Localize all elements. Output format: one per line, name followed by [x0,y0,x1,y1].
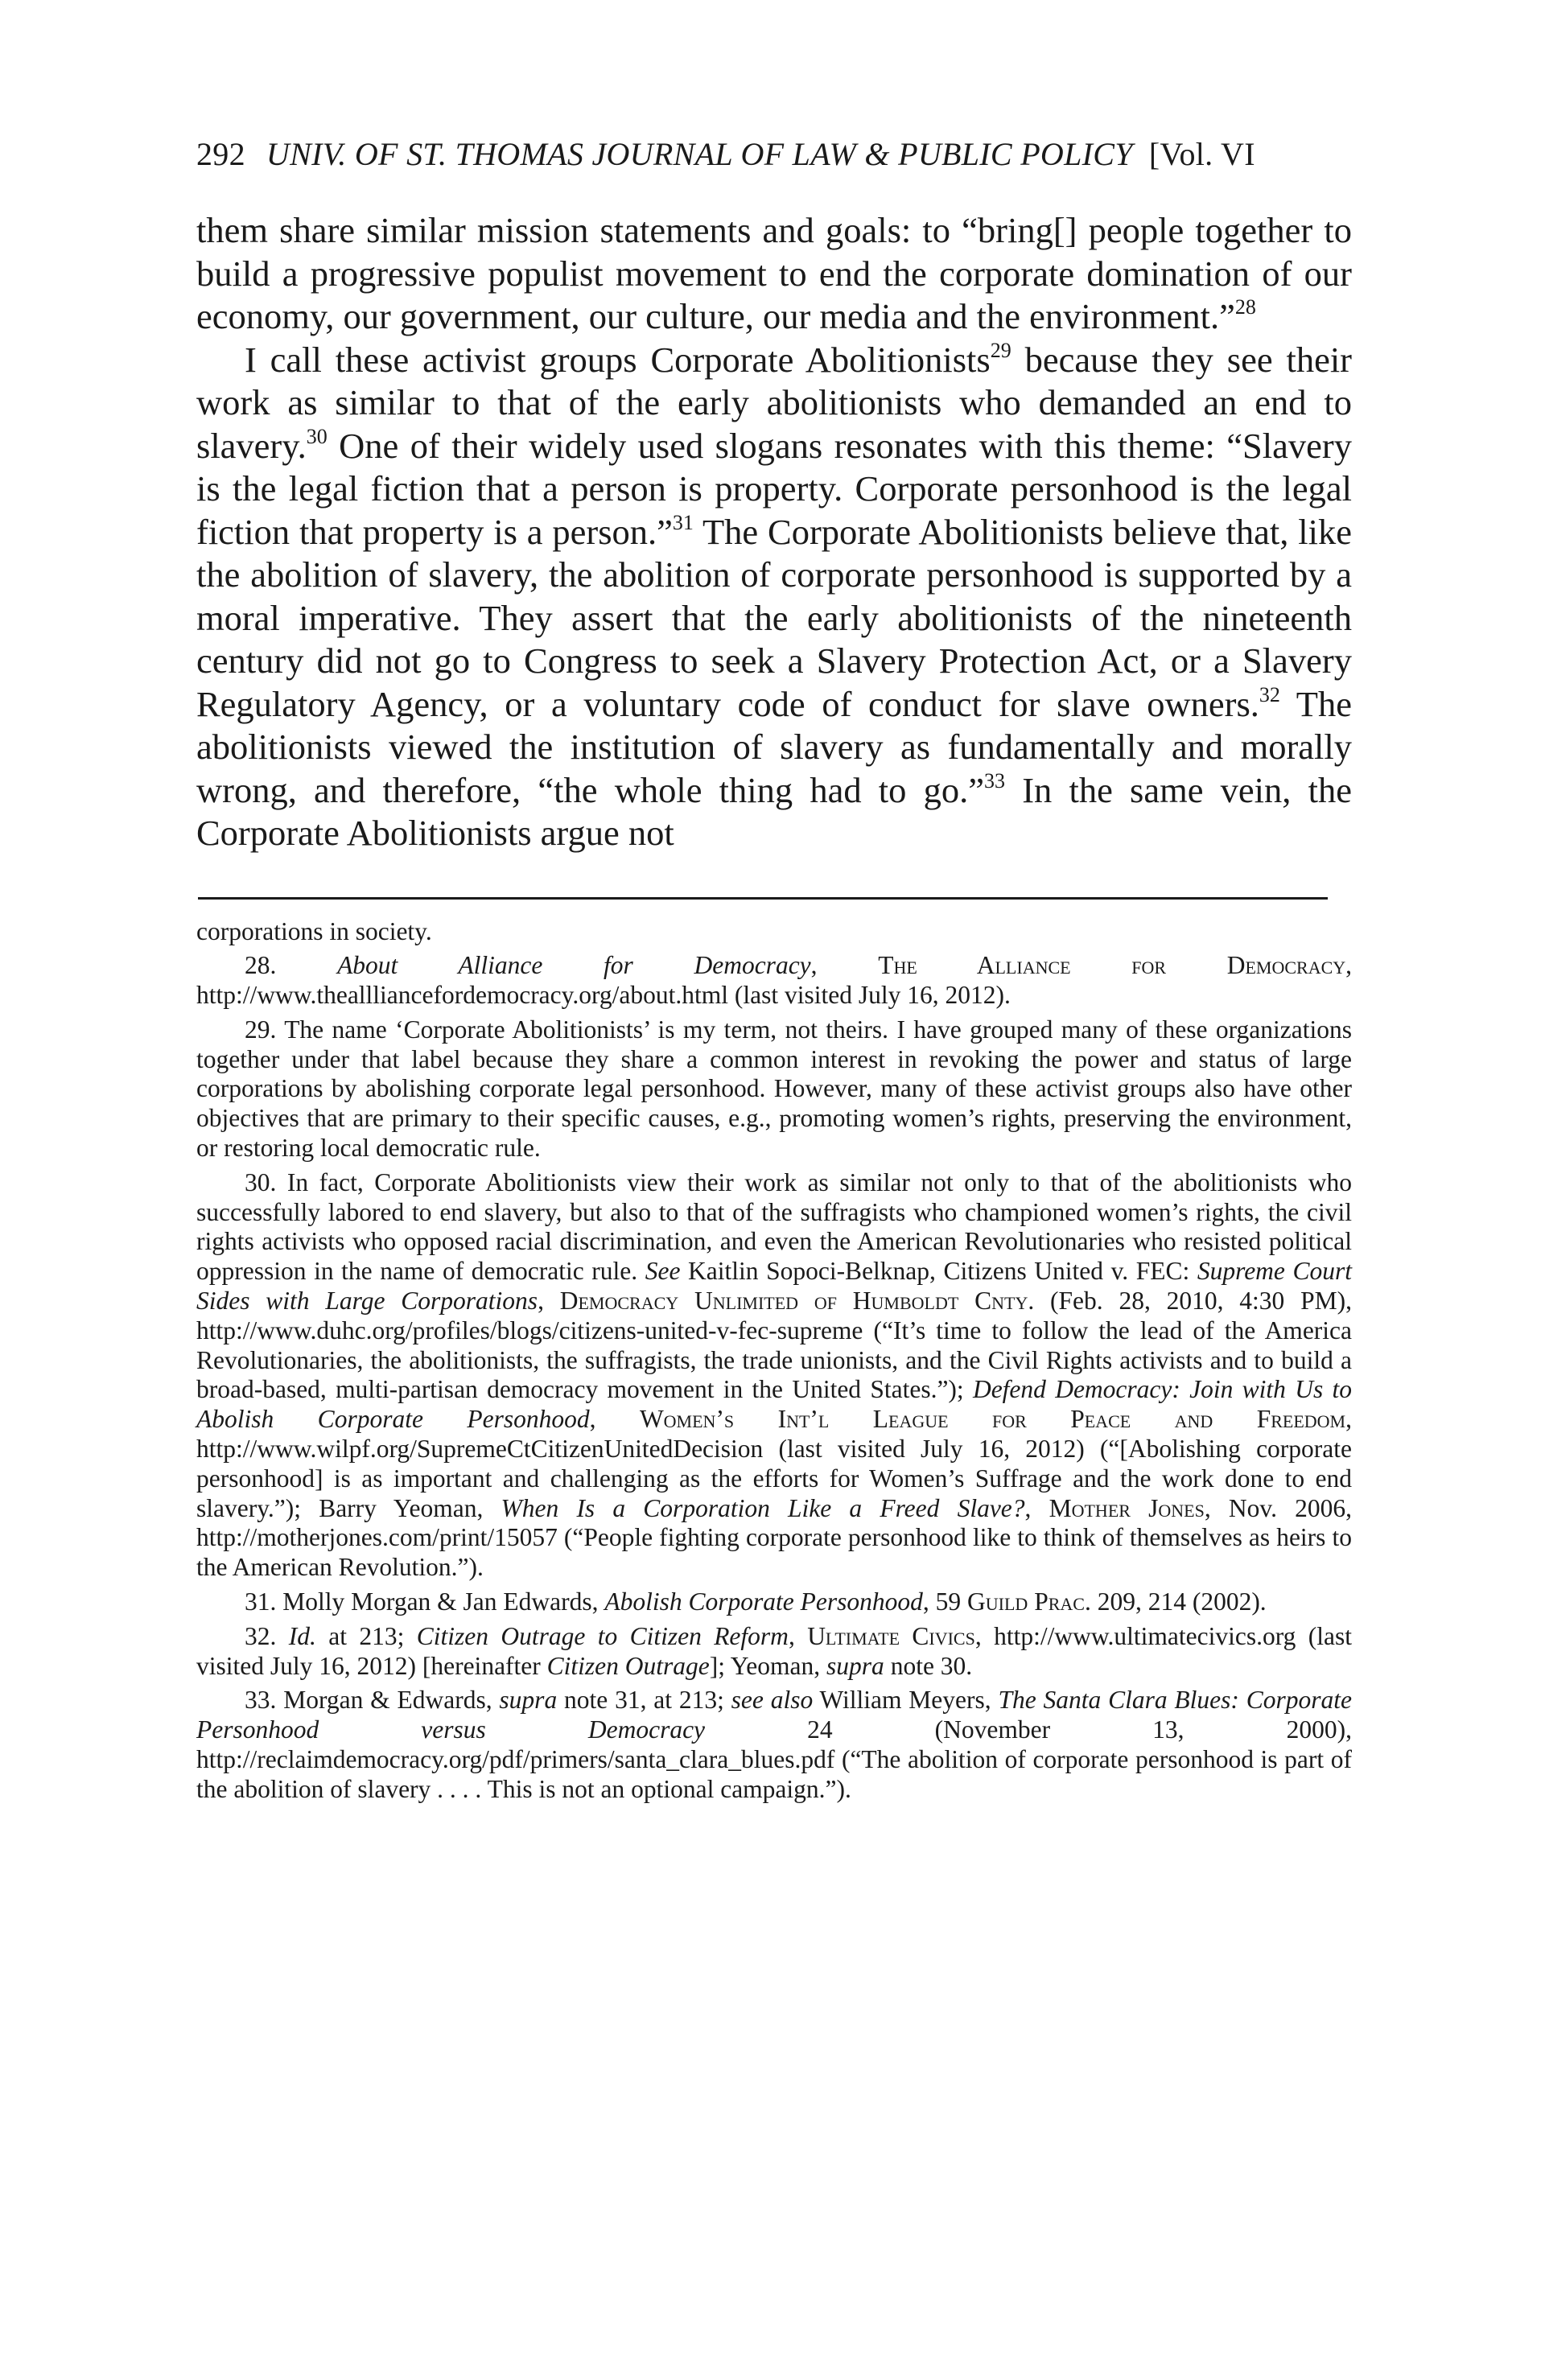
paragraph-text: them share similar mission statements and goals: to “bring[] people together to build a progressive populist movement to end the corporate domination of our economy, our government, our culture, our media and the environment.” [196,210,1352,336]
footnote-31: 31. Molly Morgan & Jan Edwards, Abolish Corporate Personhood, 59 Guild Prac. 209, 214 (2002). [245,1587,1267,1616]
footnote-carryover: corporations in society. [196,916,432,945]
footnote-divider [198,897,1328,900]
paragraph-text: The abolitionists viewed the institution of slavery as fundamentally and morally wrong, and therefore, “the whole thing had to go.” [196,683,1352,810]
footnote-33: 33. Morgan & Edwards, supra note 31, at 213; see also William Meyers, The Santa Clara Blues: Corporate Personhood versus Democracy 24 (November 13, 2000), http://reclaimdemocracy.org/pdf/primers/santa_clara_blues.pdf (“The abolition of corporate personhood is part of the abolition of slavery . . . . This is not an optional campaign.”). [196,1686,1352,1803]
footnote-ref[interactable]: 28 [1234,295,1256,319]
paragraph-text: The Corporate Abolitionists believe that, like the abolition of slavery, the abolition of corporate personhood is supported by a moral imperative. They assert that the early abolitionists of the nineteenth century did not go to Congress to seek a Slavery Protection Act, or a Slavery Regulatory Agency, or a voluntary code of conduct for slave owners. [196,511,1352,724]
footnotes [196,917,1352,1805]
page-number: 292 [196,136,245,172]
journal-title: UNIV. OF ST. THOMAS JOURNAL OF LAW & PUBLIC POLICY [266,136,1133,172]
volume-label: [Vol. VI [1148,136,1255,172]
paragraph-text: because they see their work as similar to that of the early abolitionists who demanded an end to slavery. [196,339,1352,466]
page-content [196,135,1352,1805]
paragraph-text: One of their widely used slogans resonates with this theme: “Slavery is the legal fiction that a person is property. Corporate personhood is the legal fiction that property is a person.” [196,425,1352,552]
running-header [196,135,1352,174]
footnote-ref[interactable]: 32 [1259,682,1280,706]
footnote-ref[interactable]: 29 [990,338,1011,362]
paragraph-text: I call these activist groups Corporate Abolitionists [245,339,991,380]
footnote-29: 29. The name ‘Corporate Abolitionists’ is my term, not theirs. I have grouped many of these organizations together under that label because they share a common interest in revoking the power and status of large corporations by abolishing corporate legal personhood. However, many of these activist groups also have other objectives that are primary to their specific causes, e.g., promoting women’s rights, preserving the environment, or restoring local democratic rule. [196,1015,1352,1163]
main-text [196,209,1352,855]
footnote-32: 32. Id. at 213; Citizen Outrage to Citizen Reform, Ultimate Civics, http://www.ultimatecivics.org (last visited July 16, 2012) [hereinafter Citizen Outrage]; Yeoman, supra note 30. [196,1621,1353,1680]
paragraph [196,209,1352,339]
footnote-30: 30. In fact, Corporate Abolitionists view their work as similar not only to that of the abolitionists who successfully labored to end slavery, but also to that of the suffragists who championed women’s rights, the civil rights activists who opposed racial discrimination, and even the American Revolutionaries who resisted political oppression in the name of democratic rule. See Kaitlin Sopoci-Belknap, Citizens United v. FEC: Supreme Court Sides with Large Corporations, Democracy Unlimited of Humboldt Cnty. (Feb. 28, 2010, 4:30 PM), http://www.duhc.org/profiles/blogs/citizens-united-v-fec-supreme (“It’s time to follow the lead of the America Revolutionaries, the abolitionists, the suffragists, the trade unionists, and the Civil Rights activists and to build a broad-based, multi-partisan democracy movement in the United States.”); Defend Democracy: Join with Us to Abolish Corporate Personhood, Women’s Int’l League for Peace and Freedom, http://www.wilpf.org/SupremeCtCitizenUnitedDecision (last visited July 16, 2012) (“[Abolishing corporate personhood] is as important and challenging as the efforts for Women’s Suffrage and the work done to end slavery.”); Barry Yeoman, When Is a Corporation Like a Freed Slave?, Mother Jones, Nov. 2006, http://motherjones.com/print/15057 (“People fighting corporate personhood like to think of themselves as heirs to the American Revolution.”). [196,1167,1353,1582]
footnote-ref[interactable]: 30 [306,424,328,448]
paragraph-text: In the same vein, the Corporate Abolitionists argue not [196,769,1352,853]
footnote-ref[interactable]: 33 [984,768,1005,793]
paragraph [196,339,1352,855]
footnote-28: 28. About Alliance for Democracy, The Alliance for Democracy, http://www.theallliancefordemocracy.org/about.html (last visited July 16, 2012). [196,951,1353,1010]
footnote-ref[interactable]: 31 [672,510,694,534]
